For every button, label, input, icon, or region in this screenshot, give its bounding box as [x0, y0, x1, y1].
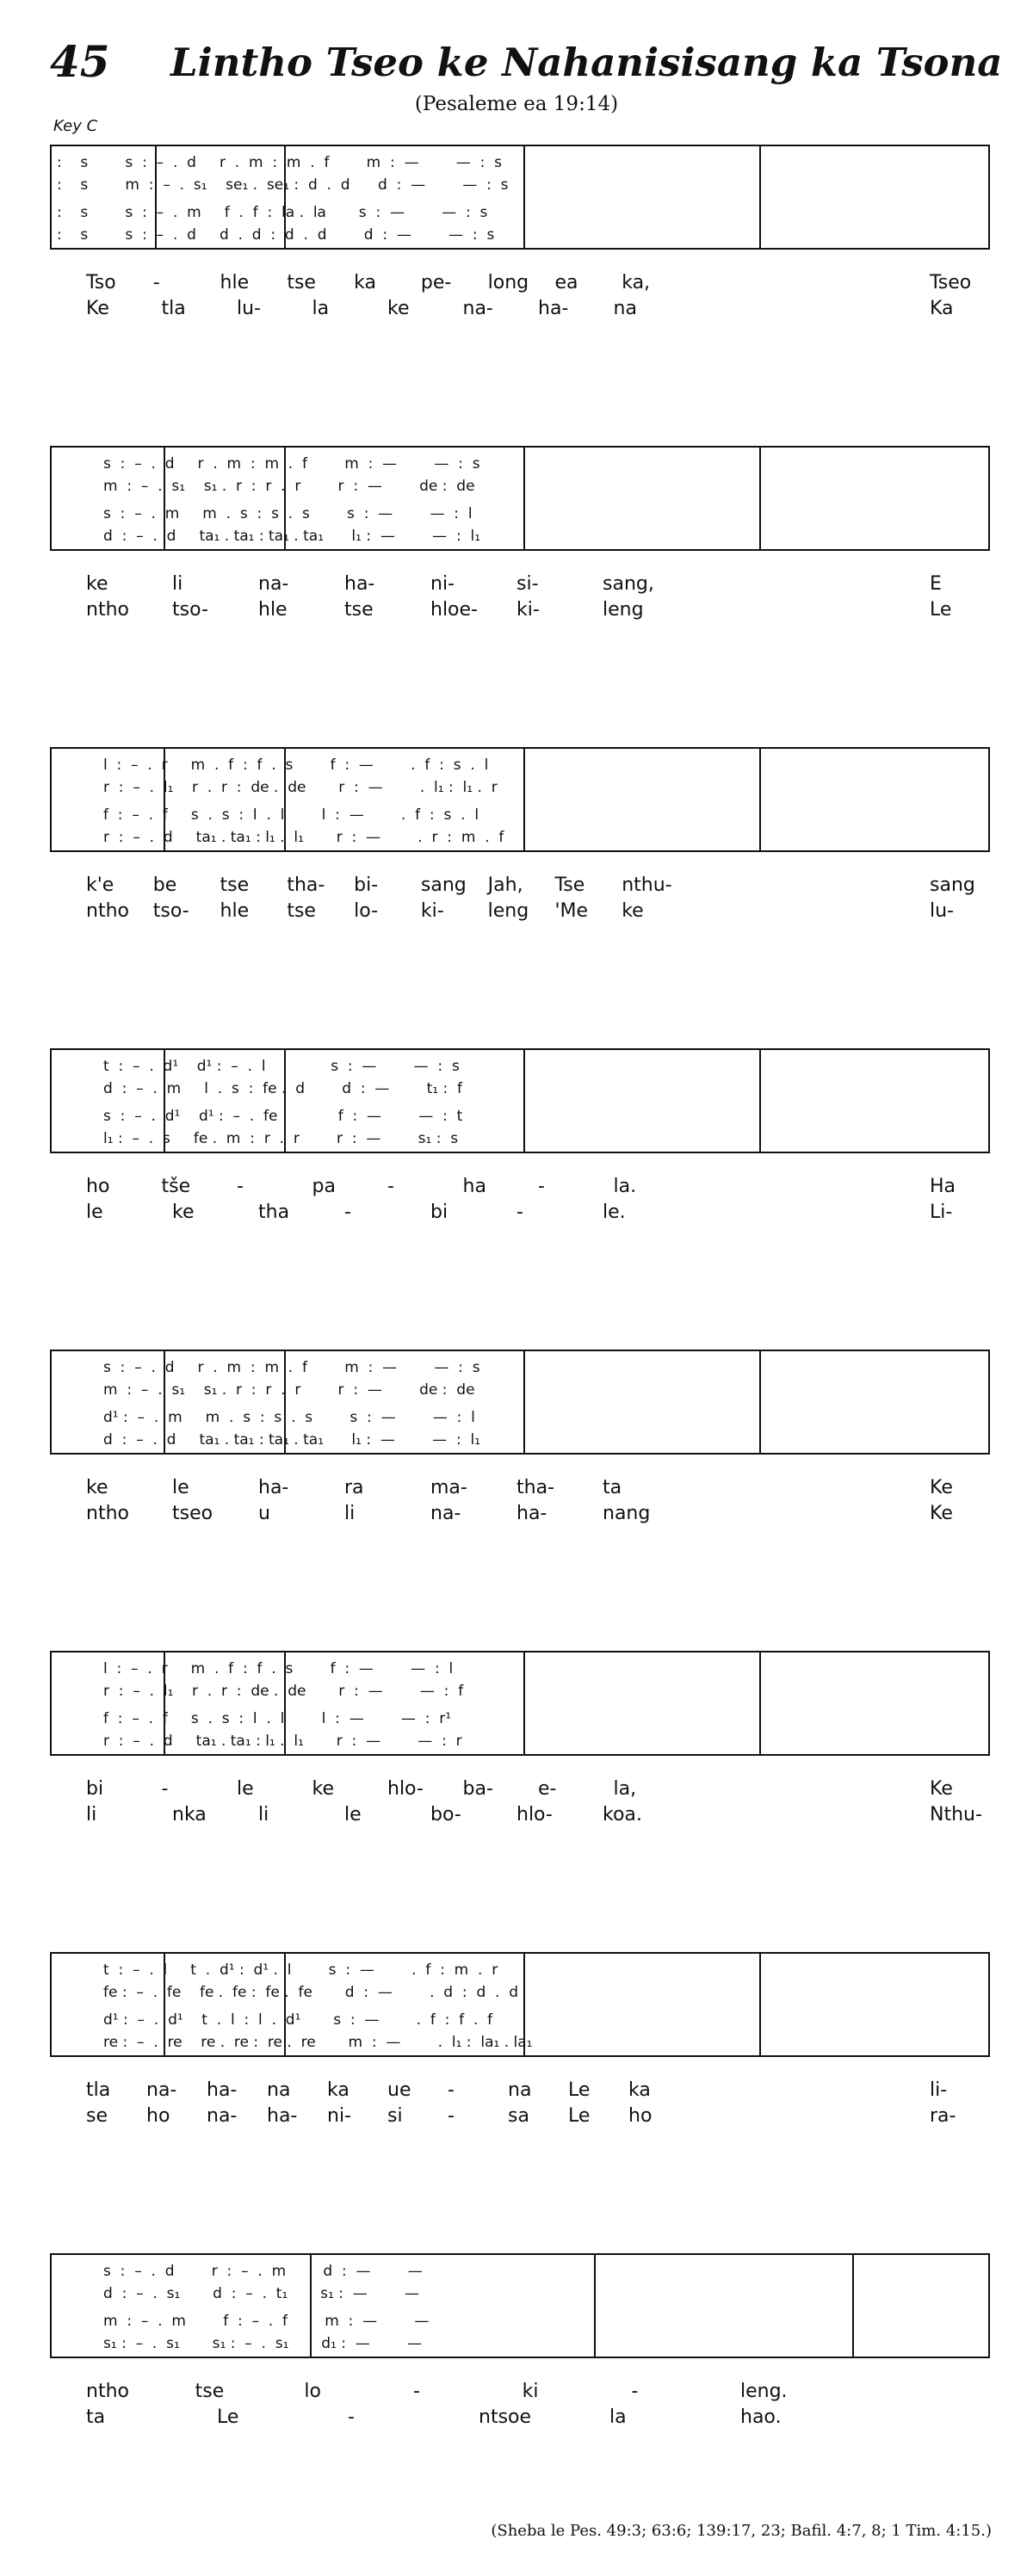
lyric-syllable: Tse	[554, 874, 585, 896]
lyric-syllable: na-	[207, 2105, 238, 2127]
lyric-syllable: Ka	[930, 298, 954, 319]
lyric-syllable: bi	[86, 1778, 104, 1800]
tonic-solfa-staff	[50, 747, 990, 852]
lyric-syllable: li	[258, 1804, 269, 1825]
lyric-line	[0, 2381, 1033, 2406]
lyric-syllable: tha	[258, 1202, 290, 1223]
tonic-solfa-staff	[50, 1048, 990, 1153]
tonic-solfa-staff	[50, 1952, 990, 2057]
lyric-syllable: nthu-	[622, 874, 672, 896]
lyric-syllable: ea	[554, 272, 578, 293]
voice-line: m : – . m f : – . f m : — —	[103, 2313, 430, 2330]
lyric-syllable: Jah,	[487, 874, 523, 896]
lyric-syllable: hlo-	[387, 1778, 424, 1800]
lyric-syllable: na	[613, 298, 637, 319]
lyric-syllable: -	[631, 2381, 639, 2402]
voice-line: d¹ : – . m m . s : s . s s : — — : l	[103, 1409, 475, 1426]
lyric-syllable: hle	[220, 900, 250, 922]
lyric-syllable: ta	[603, 1477, 622, 1498]
lyric-syllable: pe-	[420, 272, 452, 293]
lyric-syllable: bi	[430, 1202, 448, 1223]
lyric-syllable: ha-	[267, 2105, 298, 2127]
lyric-syllable: ra-	[930, 2105, 956, 2127]
voice-line: : s s : – . d d . d : d . d d : — — : s	[57, 226, 495, 244]
lyric-syllable: Nthu-	[930, 1804, 982, 1825]
lyric-syllable: ntho	[86, 2381, 129, 2402]
lyric-line	[0, 573, 1033, 599]
music-system	[0, 1048, 1033, 1272]
lyric-syllable: tha-	[516, 1477, 554, 1498]
lyric-syllable: na-	[146, 2079, 177, 2101]
lyric-line	[0, 1202, 1033, 1227]
lyric-syllable: ke	[86, 573, 108, 595]
tonic-solfa-staff	[50, 145, 990, 250]
lyric-syllable: ka	[327, 2079, 349, 2101]
tonic-solfa-staff	[50, 446, 990, 551]
lyric-syllable: le	[86, 1202, 103, 1223]
scripture-references: (Sheba le Pes. 49:3; 63:6; 139:17, 23; Bafil. 4:7, 8; 1 Tim. 4:15.)	[491, 2522, 992, 2540]
voice-line: d : – . d ta₁ . ta₁ : ta₁ . ta₁ l₁ : — — : l₁	[103, 1431, 481, 1449]
music-system	[0, 2253, 1033, 2477]
voice-line: s : – . d r . m : m . f m : — — : s	[103, 455, 480, 473]
lyric-syllable: ra	[344, 1477, 364, 1498]
lyric-line	[0, 2406, 1033, 2432]
lyric-syllable: tse	[195, 2381, 225, 2402]
lyric-syllable: tla	[161, 298, 186, 319]
lyric-syllable: na-	[430, 1503, 461, 1524]
lyric-syllable: koa.	[603, 1804, 642, 1825]
lyric-syllable: -	[538, 1176, 545, 1197]
lyric-syllable: ka,	[622, 272, 651, 293]
lyric-syllable: -	[448, 2105, 455, 2127]
lyric-line	[0, 1477, 1033, 1503]
lyric-syllable: ka	[354, 272, 376, 293]
lyric-syllable: tse	[287, 272, 316, 293]
lyric-syllable: ntsoe	[479, 2406, 532, 2428]
lyric-syllable: -	[152, 272, 160, 293]
lyric-syllable: -	[237, 1176, 244, 1197]
lyric-syllable: E	[930, 573, 942, 595]
lyric-syllable: ki	[522, 2381, 539, 2402]
lyric-syllable: le	[237, 1778, 254, 1800]
lyric-syllable: nang	[603, 1503, 651, 1524]
lyric-syllable: ke	[387, 298, 410, 319]
music-system	[0, 145, 1033, 368]
lyric-syllable: Ha	[930, 1176, 956, 1197]
lyric-syllable: tso-	[172, 599, 208, 621]
lyric-syllable: lu-	[930, 900, 954, 922]
lyric-syllable: tseo	[172, 1503, 213, 1524]
music-system	[0, 1952, 1033, 2176]
lyric-syllable: pa	[312, 1176, 336, 1197]
lyric-line	[0, 1176, 1033, 1202]
lyric-syllable: bi-	[354, 874, 379, 896]
lyric-syllable: li	[172, 573, 183, 595]
lyric-syllable: ke	[86, 1477, 108, 1498]
lyric-syllable: -	[448, 2079, 455, 2101]
lyric-syllable: ntho	[86, 1503, 129, 1524]
lyric-syllable: hle	[258, 599, 288, 621]
lyric-syllable: ta	[86, 2406, 106, 2428]
music-system	[0, 1651, 1033, 1875]
lyric-syllable: Le	[568, 2105, 591, 2127]
lyric-syllable: -	[516, 1202, 523, 1223]
hymn-title: Lintho Tseo ke Nahanisisang ka Tsona	[170, 40, 1003, 85]
lyric-syllable: ha-	[207, 2079, 238, 2101]
lyric-syllable: k'e	[86, 874, 114, 896]
tonic-solfa-staff	[50, 1350, 990, 1455]
lyric-line	[0, 2105, 1033, 2131]
lyric-syllable: tha-	[287, 874, 325, 896]
voice-line: : s s : – . m f . f : la . la s : — — : s	[57, 204, 488, 221]
lyric-syllable: tla	[86, 2079, 111, 2101]
lyric-syllable: tso-	[152, 900, 189, 922]
lyric-syllable: tse	[287, 900, 316, 922]
voice-line: : s s : – . d r . m : m . f m : — — : s	[57, 154, 502, 171]
lyric-syllable: ha-	[344, 573, 375, 595]
voice-line: f : – . f s . s : l . l l : — . f : s . l	[103, 806, 479, 824]
lyric-syllable: u	[258, 1503, 270, 1524]
lyric-syllable: lo-	[354, 900, 379, 922]
lyric-syllable: Le	[930, 599, 952, 621]
voice-line: r : – . d ta₁ . ta₁ : l₁ . l₁ r : — — : r	[103, 1733, 462, 1750]
voice-line: s : – . d r : – . m d : — —	[103, 2263, 423, 2280]
lyric-syllable: -	[348, 2406, 355, 2428]
voice-line: d : – . d ta₁ . ta₁ : ta₁ . ta₁ l₁ : — — : l₁	[103, 528, 481, 545]
lyric-syllable: na-	[258, 573, 289, 595]
voice-line: d¹ : – . d¹ t . l : l . d¹ s : — . f : f . f	[103, 2011, 493, 2029]
voice-line: l : – . r m . f : f . s f : — . f : s . l	[103, 757, 489, 774]
music-system	[0, 1350, 1033, 1573]
tonic-solfa-staff	[50, 1651, 990, 1756]
lyric-syllable: ho	[628, 2105, 653, 2127]
voice-line: d : – . s₁ d : – . t₁ s₁ : — —	[103, 2285, 419, 2302]
lyric-syllable: sang,	[603, 573, 654, 595]
voice-line: r : – . l₁ r . r : de . de r : — . l₁ : l₁ . r	[103, 779, 498, 796]
music-system	[0, 747, 1033, 971]
lyric-syllable: Ke	[930, 1503, 953, 1524]
lyric-syllable: ba-	[462, 1778, 493, 1800]
lyric-syllable: ki-	[420, 900, 444, 922]
lyric-syllable: sang	[930, 874, 975, 896]
lyric-syllable: nka	[172, 1804, 207, 1825]
hymn-number: 45	[50, 36, 110, 87]
voice-line: s : – . d r . m : m . f m : — — : s	[103, 1359, 480, 1376]
lyric-syllable: sa	[508, 2105, 529, 2127]
lyric-syllable: na	[267, 2079, 291, 2101]
lyric-line	[0, 599, 1033, 625]
lyric-syllable: le	[172, 1477, 189, 1498]
lyric-syllable: ue	[387, 2079, 411, 2101]
lyric-syllable: se	[86, 2105, 108, 2127]
lyric-syllable: leng	[487, 900, 529, 922]
lyric-syllable: -	[161, 1778, 169, 1800]
lyric-syllable: ka	[628, 2079, 651, 2101]
lyric-line	[0, 1503, 1033, 1529]
lyric-line	[0, 1804, 1033, 1830]
lyric-line	[0, 1778, 1033, 1804]
lyric-syllable: le	[344, 1804, 362, 1825]
lyric-syllable: ke	[172, 1202, 195, 1223]
lyric-syllable: ho	[86, 1176, 110, 1197]
lyric-syllable: Ke	[930, 1477, 953, 1498]
lyric-syllable: ni-	[430, 573, 455, 595]
lyric-syllable: sang	[420, 874, 467, 896]
lyric-syllable: Ke	[930, 1778, 953, 1800]
voice-line: t : – . d¹ d¹ : – . l s : — — : s	[103, 1058, 460, 1075]
lyric-syllable: la.	[613, 1176, 637, 1197]
hymn-subtitle: (Pesaleme ea 19:14)	[414, 93, 619, 115]
lyric-syllable: ki-	[516, 599, 540, 621]
lyric-syllable: si	[387, 2105, 403, 2127]
lyric-syllable: ntho	[86, 599, 129, 621]
lyric-syllable: bo-	[430, 1804, 461, 1825]
lyric-syllable: ni-	[327, 2105, 351, 2127]
lyric-syllable: li	[344, 1503, 356, 1524]
voice-line: r : – . d ta₁ . ta₁ : l₁ . l₁ r : — . r : m . f	[103, 829, 504, 846]
lyric-syllable: ha	[462, 1176, 486, 1197]
voice-line: fe : – . fe fe . fe : fe . fe d : — . d : d . d	[103, 1984, 519, 2001]
voice-line: f : – . f s . s : l . l l : — — : r¹	[103, 1710, 452, 1727]
lyric-syllable: ma-	[430, 1477, 467, 1498]
lyric-line	[0, 900, 1033, 926]
lyric-syllable: tse	[344, 599, 374, 621]
lyric-line	[0, 272, 1033, 298]
lyric-syllable: 'Me	[554, 900, 589, 922]
lyric-syllable: ntho	[86, 900, 129, 922]
lyric-syllable: tše	[161, 1176, 191, 1197]
lyric-syllable: Tseo	[930, 272, 972, 293]
lyric-syllable: long	[487, 272, 529, 293]
lyric-syllable: Li-	[930, 1202, 953, 1223]
lyric-syllable: la	[609, 2406, 627, 2428]
lyric-line	[0, 298, 1033, 324]
lyric-syllable: Le	[568, 2079, 591, 2101]
lyric-syllable: -	[413, 2381, 420, 2402]
lyric-line	[0, 2079, 1033, 2105]
voice-line: t : – . l t . d¹ : d¹ . l s : — . f : m . r	[103, 1961, 498, 1979]
lyric-syllable: hloe-	[430, 599, 478, 621]
lyric-syllable: ha-	[538, 298, 569, 319]
lyric-syllable: ha-	[258, 1477, 289, 1498]
lyric-syllable: ha-	[516, 1503, 547, 1524]
lyric-syllable: e-	[538, 1778, 557, 1800]
tonic-solfa-staff	[50, 2253, 990, 2358]
lyric-syllable: hle	[220, 272, 250, 293]
lyric-syllable: la	[312, 298, 330, 319]
voice-line: d : – . m l . s : fe . d d : — t₁ : f	[103, 1080, 463, 1097]
lyric-syllable: na	[508, 2079, 532, 2101]
lyric-syllable: Ke	[86, 298, 109, 319]
lyric-syllable: Le	[217, 2406, 239, 2428]
voice-line: s : – . d¹ d¹ : – . fe f : — — : t	[103, 1108, 463, 1125]
lyric-syllable: lu-	[237, 298, 261, 319]
voice-line: : s m : – . s₁ se₁ . se₁ : d . d d : — — : s	[57, 176, 509, 194]
lyric-syllable: le.	[603, 1202, 626, 1223]
lyric-syllable: lo	[304, 2381, 321, 2402]
lyric-syllable: leng	[603, 599, 644, 621]
lyric-syllable: la,	[613, 1778, 637, 1800]
lyric-syllable: ho	[146, 2105, 170, 2127]
lyric-syllable: ke	[622, 900, 644, 922]
lyric-syllable: si-	[516, 573, 539, 595]
lyric-syllable: -	[387, 1176, 394, 1197]
lyric-syllable: hlo-	[516, 1804, 553, 1825]
lyric-syllable: li-	[930, 2079, 948, 2101]
voice-line: m : – . s₁ s₁ . r : r . r r : — de : de	[103, 1381, 475, 1399]
voice-line: l₁ : – . s fe . m : r . r r : — s₁ : s	[103, 1130, 459, 1147]
music-system	[0, 446, 1033, 670]
lyric-syllable: Tso	[86, 272, 116, 293]
voice-line: l : – . r m . f : f . s f : — — : l	[103, 1660, 454, 1677]
lyric-syllable: be	[152, 874, 177, 896]
lyric-line	[0, 874, 1033, 900]
voice-line: r : – . l₁ r . r : de . de r : — — : f	[103, 1683, 464, 1700]
voice-line: m : – . s₁ s₁ . r : r . r r : — de : de	[103, 478, 475, 495]
voice-line: re : – . re re . re : re . re m : — . l₁ : la₁ . la₁	[103, 2034, 533, 2051]
lyric-syllable: ke	[312, 1778, 334, 1800]
key-signature: Key C	[53, 117, 98, 135]
voice-line: s : – . m m . s : s . s s : — — : l	[103, 505, 473, 522]
voice-line: s₁ : – . s₁ s₁ : – . s₁ d₁ : — —	[103, 2335, 423, 2352]
lyric-syllable: hao.	[740, 2406, 782, 2428]
lyric-syllable: li	[86, 1804, 97, 1825]
lyric-syllable: na-	[462, 298, 493, 319]
lyric-syllable: tse	[220, 874, 250, 896]
lyric-syllable: -	[344, 1202, 351, 1223]
lyric-syllable: leng.	[740, 2381, 788, 2402]
